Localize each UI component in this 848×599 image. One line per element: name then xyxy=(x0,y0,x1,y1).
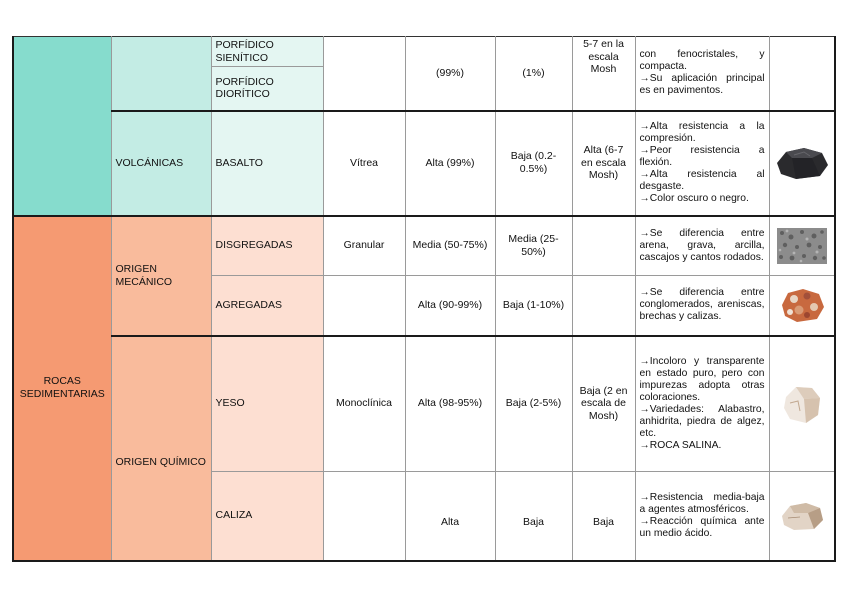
porosity-cell: Baja xyxy=(495,472,572,561)
rock-name-basalto: BASALTO xyxy=(211,111,323,216)
description-line: →Peor resistencia a flexión. xyxy=(639,144,765,168)
rock-classification-table xyxy=(12,36,836,562)
porosity-cell: Media (25-50%) xyxy=(495,216,572,276)
image-cell xyxy=(769,111,835,216)
subcategory-volcanicas: VOLCÁNICAS xyxy=(111,111,211,216)
sedimentarias-category-cell: ROCAS SEDIMENTARIAS xyxy=(13,216,111,561)
subcategory-origen-quimico xyxy=(111,336,211,561)
limestone-image xyxy=(778,498,826,534)
hardness-cell: 5-7 en la escala Mosh xyxy=(572,37,635,111)
image-cell xyxy=(769,336,835,472)
rock-name-agregadas: AGREGADAS xyxy=(211,276,323,336)
basalt-rock-image xyxy=(774,143,830,183)
crystallinity-cell: Alta xyxy=(405,472,495,561)
description-cell xyxy=(635,216,769,276)
table-row xyxy=(13,111,835,216)
rock-name-yeso: YESO xyxy=(211,336,323,472)
table-row xyxy=(13,216,835,276)
crystallinity-cell: (99%) xyxy=(405,37,495,111)
image-cell xyxy=(769,276,835,336)
subcategory-origen-quimico-label: ORIGEN QUÍMICO xyxy=(115,455,206,468)
hardness-cell: Baja xyxy=(572,472,635,561)
description-line: →Incoloro y transparente en estado puro, pero con impurezas adopta otras coloraciones. xyxy=(639,355,765,403)
porosity-cell: Baja (2-5%) xyxy=(495,336,572,472)
crystallinity-cell: Alta (98-95%) xyxy=(405,336,495,472)
description-line: con fenocristales, y compacta. xyxy=(639,49,765,73)
gravel-image xyxy=(776,227,828,265)
description-line: →Color oscuro o negro. xyxy=(639,193,749,205)
hardness-cell: Baja (2 en escala de Mosh) xyxy=(572,336,635,472)
rock-name-porfidico-sienitico: PORFÍDICO SIENÍTICO xyxy=(211,37,323,67)
description-cell xyxy=(635,37,769,111)
description-cell xyxy=(635,111,769,216)
texture-cell: Monoclínica xyxy=(323,336,405,472)
conglomerate-image xyxy=(777,285,827,325)
crystallinity-cell: Alta (90-99%) xyxy=(405,276,495,336)
porosity-cell: Baja (1-10%) xyxy=(495,276,572,336)
description-line: →Se diferencia entre conglomerados, areniscas, brechas y calizas. xyxy=(639,287,765,323)
description-line: →Se diferencia entre arena, grava, arcilla, cascajos y cantos rodados. xyxy=(639,227,765,263)
texture-cell xyxy=(323,472,405,561)
hardness-cell xyxy=(572,276,635,336)
porosity-cell: (1%) xyxy=(495,37,572,111)
table-row xyxy=(13,336,835,472)
porosity-cell: Baja (0.2-0.5%) xyxy=(495,111,572,216)
crystallinity-cell: Alta (99%) xyxy=(405,111,495,216)
igneas-category-cell xyxy=(13,37,111,216)
rock-name-porfidico-dioritico: PORFÍDICO DIORÍTICO xyxy=(211,67,323,111)
igneas-subcategory-cell xyxy=(111,37,211,111)
description-cell xyxy=(635,336,769,472)
description-line: →ROCA SALINA. xyxy=(639,439,722,451)
texture-cell: Granular xyxy=(323,216,405,276)
rock-name-caliza: CALIZA xyxy=(211,472,323,561)
description-line: →Alta resistencia a la compresión. xyxy=(639,120,765,144)
description-line: →Resistencia media-baja a agentes atmosféricos. xyxy=(639,491,765,515)
description-line: →Variedades: Alabastro, anhidrita, piedra de algez, etc. xyxy=(639,403,765,439)
image-cell xyxy=(769,216,835,276)
table-row xyxy=(13,37,835,67)
texture-cell xyxy=(323,37,405,111)
gypsum-image xyxy=(778,381,826,427)
description-line: →Su aplicación principal es en pavimentos. xyxy=(639,73,765,97)
hardness-cell xyxy=(572,216,635,276)
texture-cell xyxy=(323,276,405,336)
rock-name-disgregadas: DISGREGADAS xyxy=(211,216,323,276)
subcategory-origen-mecanico: ORIGEN MECÁNICO xyxy=(111,216,211,336)
image-cell xyxy=(769,37,835,111)
hardness-cell: Alta (6-7 en escala Mosh) xyxy=(572,111,635,216)
texture-cell: Vítrea xyxy=(323,111,405,216)
image-cell xyxy=(769,472,835,561)
description-line: →Reacción química ante un medio ácido. xyxy=(639,515,765,539)
description-cell xyxy=(635,276,769,336)
description-line: →Alta resistencia al desgaste. xyxy=(639,169,765,193)
description-cell xyxy=(635,472,769,561)
crystallinity-cell: Media (50-75%) xyxy=(405,216,495,276)
